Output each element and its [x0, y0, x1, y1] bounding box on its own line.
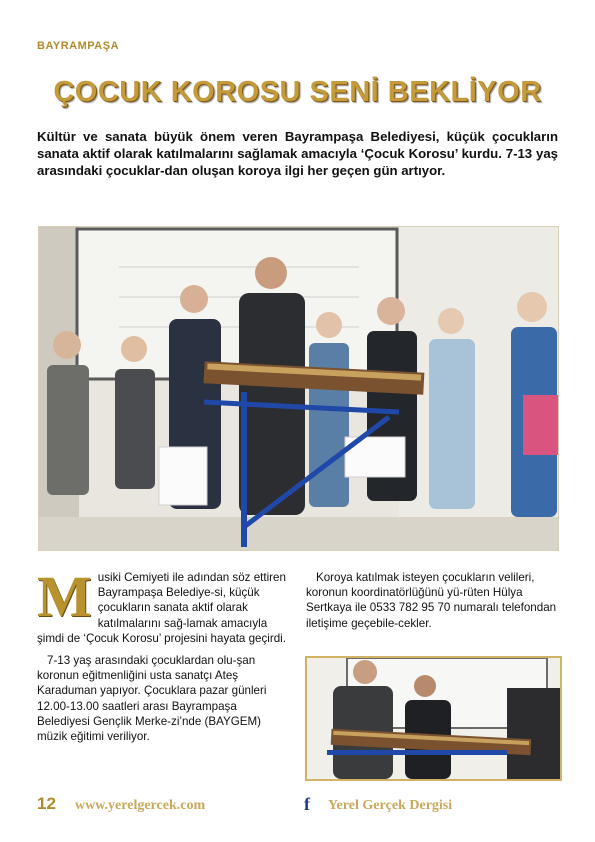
page-number: 12: [37, 794, 56, 813]
headline: ÇOCUK KOROSU SENİ BEKLİYOR: [53, 76, 542, 108]
article-paragraph-3: Koroya katılmak isteyen çocukların velileri, koronun koordinatörlüğünü yü-rüten Hülya Sertkaya ile 0533 782 95 70 numaralı telefondan iletişime geçebile-cekler.: [306, 571, 557, 630]
article-column-left: [37, 564, 290, 751]
section-label: BAYRAMPAŞA: [37, 40, 120, 52]
lesson-photo: [305, 656, 562, 781]
article-paragraph-2: 7-13 yaş arasındaki çocuklardan olu-şan koronun eğitmenliğini usta sanatçı Ateş Karaduman yapıyor. Çocuklara pazar günleri 12.00-13.00 saatleri arası Bayrampaşa Belediyesi Gençlik Merke-zi’nde (BAYGEM) müzik eğitimi veriliyor.: [37, 654, 267, 744]
lead-paragraph: Kültür ve sanata büyük önem veren Bayrampaşa Belediyesi, küçük çocukların sanata aktif olarak katılmalarını sağlamak amacıyla ‘Çocuk Korosu’ kurdu. 7-13 yaş arasındaki çocuklar-dan oluşan koroya ilgi her geçen gün artıyor.: [37, 129, 558, 178]
dropcap: M: [37, 564, 92, 629]
website-link[interactable]: www.yerelgercek.com: [75, 798, 206, 813]
choir-group-photo: [38, 226, 559, 551]
article-column-right: [306, 570, 557, 638]
article-paragraph-1: Musiki Cemiyeti ile adından söz ettiren Bayrampaşa Belediye-si, küçük çocukların sanata aktif olarak katılmalarını sağ-lamak amacıyla şimdi de ‘Çocuk Korosu’ projesini hayata geçirdi.: [37, 564, 286, 645]
magazine-name: Yerel Gerçek Dergisi: [328, 798, 453, 813]
facebook-icon[interactable]: f: [304, 794, 310, 814]
